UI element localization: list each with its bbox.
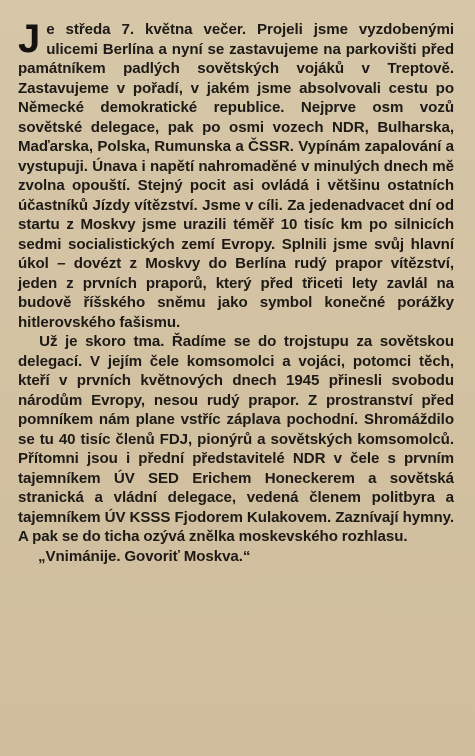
- closing-quote: „Vnimánije. Govoriť Moskva.“: [38, 547, 251, 565]
- article-paragraph-1: [18, 17, 454, 332]
- article-column: [18, 17, 454, 566]
- article-paragraph-2: Už je skoro tma. Řadíme se do trojstupu za sovětskou delegací. V jejím čele komsomolci a vojáci, potomci těch, kteří v prvních květnových dnech 1945 přinesli svobodu národům Evropy, nesou rudý prapor. Z prostranství před pomníkem nám plane vstříc záplava pochodní. Shromáždilo se tu 40 tisíc členů FDJ, pionýrů a sovětských komsomolců. Přítomni jsou i přední představitelé NDR v čele s prvním tajemníkem ÚV SED Erichem Honeckerem a sovětská stranická a vládní delegace, vedená členem politbyra a tajemníkem ÚV KSSS Fjodorem Kulakovem. Zaznívají hymny. A pak se do ticha ozývá znělka moskevského rozhlasu.: [18, 333, 454, 545]
- drop-cap: J: [18, 17, 41, 61]
- paragraph-1-text: e středa 7. května večer. Projeli jsme vyzdobenými ulicemi Berlína a nyní se zastavujeme na parkovišti před památníkem padlých sovětských vojáků v Treptově. Zastavujeme v pořadí, v jakém jsme absolvovali cestu po Německé demokratické republice. Nejprve osm vozů sovětské delegace, pak po osmi vozech NDR, Bulharska, Maďarska, Polska, Rumunska a ČSSR. Vypínám zapalování a vystupuji. Únava i napětí nahromaděné v minulých dnech mě zvolna opouští. Stejný pocit asi ovládá i většinu ostatních účastníků Jízdy vítězství. Jsme v cíli. Za jedenadvacet dní od startu z Moskvy jsme urazili téměř 10 tisíc km po silnicích sedmi socialistických zemí Evropy. Splnili jsme svůj hlavní úkol – dovézt z Moskvy do Berlína rudý prapor vítězství, jeden z prvních praporů, který před třiceti lety zavlál na budově říšského sněmu jako symbol konečné porážky hitlerovského fašismu.: [18, 21, 454, 331]
